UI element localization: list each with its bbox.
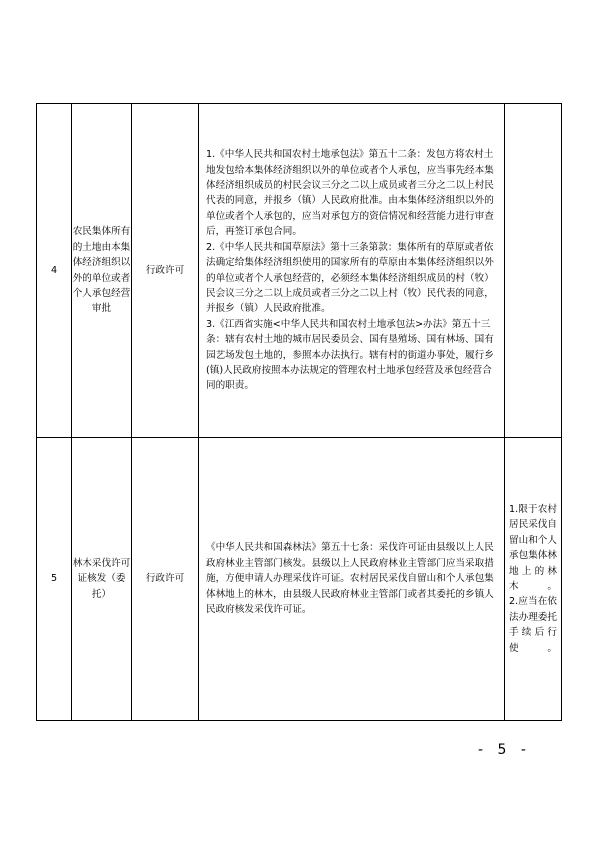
row-number-cell: 4 [37,104,72,438]
item-name-cell: 农民集体所有的土地由本集体经济组织以外的单位或者个人承包经营审批 [72,104,132,438]
remarks-paragraph: 1.限于农村居民采伐自留山和个人承包集体林地上的林木。 [509,503,557,592]
remarks-cell [505,104,562,438]
remarks-paragraph: 2.应当在依法办理委托手续后行使。 [509,596,557,654]
legal-basis-cell [199,438,505,721]
matters-table [36,103,562,721]
legal-basis-paragraph: 2.《中华人民共和国草原法》第十三条第款：集体所有的草原或者依法确定给集体经济组织使用的国家所有的草原由本集体经济组织以外的单位或者个人承包经营的，必须经本集体经济组织成员的村（牧）民会议三分之二以上成员或者三分之二以上村（牧）民代表的同意，并报乡（镇）人民政府批准。 [206,241,494,315]
table-row [37,438,562,721]
legal-basis-paragraph: 3.《江西省实施<中华人民共和国农村土地承包法>办法》第五十三条：辖有农村土地的城市居民委员会、国有垦殖场、国有林场、国有园艺场发包土地的，参照本办法执行。辖有村的街道办事处，履行乡(镇)人民政府按照本办法规定的管理农村土地承包经营及承包经营合同的职责。 [206,318,494,392]
item-type-cell: 行政许可 [132,438,199,721]
legal-basis-cell [199,104,505,438]
row-number-cell: 5 [37,438,72,721]
legal-basis-paragraph: 《中华人民共和国森林法》第五十七条：采伐许可证由县级以上人民政府林业主管部门核发。县级以上人民政府林业主管部门应当采取措施，方便申请人办理采伐许可证。农村居民采伐自留山和个人承包集体林地上的林木，由县级人民政府林业主管部门或者其委托的乡镇人民政府核发采伐许可证。 [206,542,494,616]
item-name-cell: 林木采伐许可证核发（委托） [72,438,132,721]
legal-basis-paragraph: 1.《中华人民共和国农村土地承包法》第五十二条：发包方将农村土地发包给本集体经济组织以外的单位或者个人承包，应当事先经本集体经济组织成员的村民会议三分之二以上成员或者三分之二以上村民代表的同意，并报乡（镇）人民政府批准。由本集体经济组织以外的单位或者个人承包的，应当对承包方的资信情况和经营能力进行审查后，再签订承包合同。 [206,149,494,238]
remarks-cell [505,438,562,721]
item-type-cell: 行政许可 [132,104,199,438]
page-number: - 5 - [478,742,531,758]
table-row [37,104,562,438]
